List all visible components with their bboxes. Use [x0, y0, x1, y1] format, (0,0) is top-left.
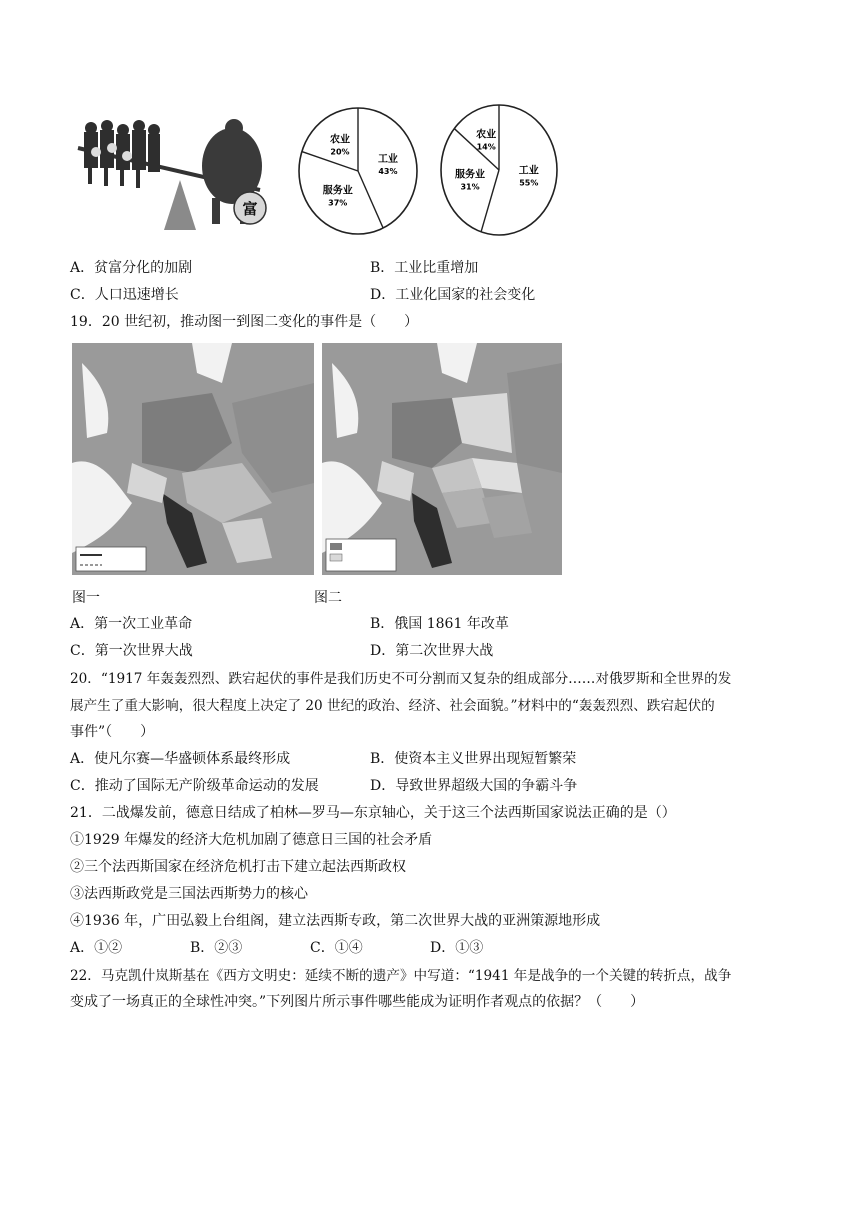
q21-stem: 21．二战爆发前，德意日结成了柏林—罗马—东京轴心，关于这三个法西斯国家说法正确的是（）: [70, 805, 676, 821]
q20-stem-line1: 20．“1917 年轰轰烈烈、跌宕起伏的事件是我们历史不可分割而又复杂的组成部分……对俄罗斯和全世界的发: [70, 671, 732, 687]
q20-stem-line2: 展产生了重大影响，很大程度上决定了 20 世纪的政治、经济、社会面貌。”材料中的“轰轰烈烈、跌宕起伏的: [70, 698, 715, 714]
pie2-slice-label: 工业: [518, 165, 539, 177]
pie2-slice-label: 农业: [476, 129, 497, 141]
q21-item-4: ④1936 年，广田弘毅上台组阁，建立法西斯专政，第二次世界大战的亚洲策源地形成: [70, 913, 601, 929]
pie-chart-2: [438, 102, 560, 238]
q22-stem-line1: 22．马克凯什岚斯基在《西方文明史：延续不断的遗产》中写道：“1941 年是战争的一个关键的转折点，战争: [70, 968, 732, 984]
pie1-slice-value: 37%: [328, 198, 348, 208]
map2-caption: 图二: [314, 590, 342, 606]
pie1-slice-label: 服务业: [322, 185, 353, 197]
q19-options-row2: [70, 640, 790, 660]
q21-option-a[interactable]: A．①②: [70, 940, 123, 956]
q18-option-a[interactable]: A．贫富分化的加剧: [70, 260, 193, 276]
europe-map-1: [72, 343, 314, 575]
q20-option-d[interactable]: D．导致世界超级大国的争霸斗争: [370, 778, 578, 794]
q20-stem-line3: 事件”（ ）: [70, 724, 155, 740]
q18-option-c[interactable]: C．人口迅速增长: [70, 287, 179, 303]
q21-item-1: ①1929 年爆发的经济大危机加剧了德意日三国的社会矛盾: [70, 832, 433, 848]
q20-option-a[interactable]: A．使凡尔赛—华盛顿体系最终形成: [70, 751, 291, 767]
wealth-gap-cartoon: [72, 118, 290, 230]
pie2-slice-value: 14%: [476, 142, 496, 152]
q21-option-d[interactable]: D．①③: [430, 940, 484, 956]
q20-options-row1: [70, 748, 790, 768]
pie-chart-1: [296, 106, 420, 236]
pie2-slice-value: 55%: [519, 178, 539, 188]
pie1-slice-label: 工业: [377, 153, 398, 165]
europe-map-2: [322, 343, 562, 575]
q18-option-b[interactable]: B．工业比重增加: [370, 260, 479, 276]
q21-option-c[interactable]: C．①④: [310, 940, 363, 956]
pie2-slice-value: 31%: [460, 182, 480, 192]
pie1-slice-value: 20%: [330, 147, 350, 157]
q19-option-c[interactable]: C．第一次世界大战: [70, 643, 193, 659]
q19-option-b[interactable]: B．俄国 1861 年改革: [370, 616, 509, 632]
q20-option-c[interactable]: C．推动了国际无产阶级革命运动的发展: [70, 778, 319, 794]
q19-options-row1: [70, 613, 790, 633]
q20-option-b[interactable]: B．使资本主义世界出现短暂繁荣: [370, 751, 577, 767]
money-bag-label: 富: [242, 200, 258, 218]
map1-caption: 图一: [72, 590, 100, 606]
q21-option-b[interactable]: B．②③: [190, 940, 243, 956]
q19-option-d[interactable]: D．第二次世界大战: [370, 643, 494, 659]
q20-options-row2: [70, 775, 790, 795]
q21-item-2: ②三个法西斯国家在经济危机打击下建立起法西斯政权: [70, 859, 406, 875]
pie1-slice-label: 农业: [329, 134, 350, 146]
q18-options-row1: [70, 257, 790, 277]
pie2-slice-label: 服务业: [455, 169, 486, 181]
pie1-slice-value: 43%: [378, 166, 398, 176]
q21-options-row: [70, 937, 790, 957]
q21-item-3: ③法西斯政党是三国法西斯势力的核心: [70, 886, 308, 902]
q19-stem: 19．20 世纪初，推动图一到图二变化的事件是（ ）: [70, 314, 419, 330]
q18-options-row2: [70, 284, 790, 304]
q22-stem-line2: 变成了一场真正的全球性冲突。”下列图片所示事件哪些能成为证明作者观点的依据？（ ）: [70, 994, 645, 1010]
q19-option-a[interactable]: A．第一次工业革命: [70, 616, 193, 632]
q18-option-d[interactable]: D．工业化国家的社会变化: [370, 287, 536, 303]
